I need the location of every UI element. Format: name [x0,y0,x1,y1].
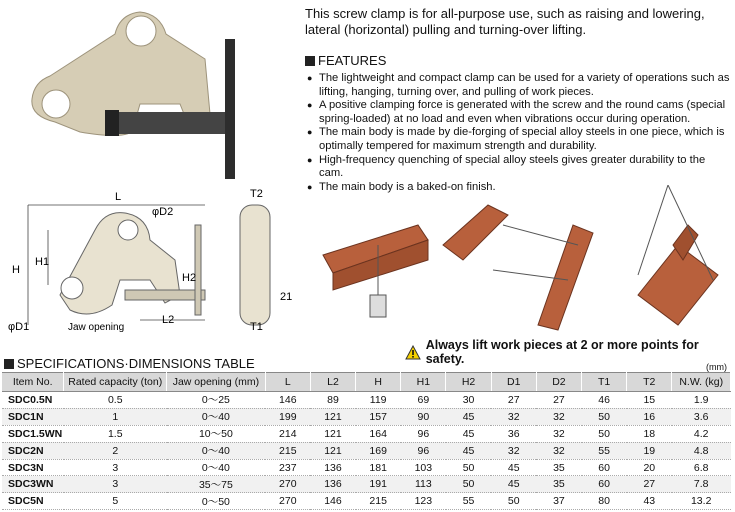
table-cell: 6.8 [672,459,731,476]
table-cell: 32 [491,442,536,459]
spec-title: SPECIFICATIONS·DIMENSIONS TABLE [17,356,255,371]
table-cell: 270 [265,476,310,493]
table-cell: 3 [64,476,167,493]
table-cell: 136 [310,459,355,476]
table-cell: 35 [536,459,581,476]
table-cell: 1 [64,408,167,425]
table-cell: 32 [491,408,536,425]
table-cell: 215 [356,493,401,510]
features-list [307,72,732,194]
warning-text: Always lift work pieces at 2 or more points for safety. [425,338,699,366]
table-cell: 55 [446,493,491,510]
col-header: T1 [582,373,627,392]
dim-D2: φD2 [152,206,174,218]
spec-heading [4,356,255,371]
table-cell: 50 [582,408,627,425]
col-header: H2 [446,373,491,392]
table-cell: 45 [446,442,491,459]
table-cell: 15 [627,392,672,409]
table-cell: 18 [627,425,672,442]
table-cell: 20 [627,459,672,476]
table-header-row [2,373,731,392]
table-cell: 121 [310,425,355,442]
table-cell: 27 [536,392,581,409]
col-header: H1 [401,373,446,392]
table-cell: 191 [356,476,401,493]
table-row [2,442,731,459]
table-cell: 37 [536,493,581,510]
dim-D1: φD1 [8,321,30,333]
table-row [2,459,731,476]
table-cell: 55 [582,442,627,459]
dim-L: L [115,191,122,203]
table-cell: 27 [627,476,672,493]
dim-T1: T1 [250,321,263,333]
table-cell: 4.8 [672,442,731,459]
dim-H1: H1 [35,256,50,268]
col-header: T2 [627,373,672,392]
table-row [2,392,731,409]
square-bullet-icon [305,56,315,66]
table-cell: 35 [536,476,581,493]
table-cell: 36 [491,425,536,442]
dimension-diagram [0,185,300,335]
table-cell: 60 [582,476,627,493]
table-cell: 13.2 [672,493,731,510]
table-cell: 43 [627,493,672,510]
table-cell: 270 [265,493,310,510]
table-cell: 50 [582,425,627,442]
table-cell: 50 [446,476,491,493]
warning-icon [405,345,421,360]
table-cell: 121 [310,408,355,425]
table-cell: 214 [265,425,310,442]
table-cell: 136 [310,476,355,493]
table-row [2,493,731,510]
col-header: Rated capacity (ton) [64,373,167,392]
table-cell: SDC3WN [2,476,64,493]
spec-table [2,372,731,510]
table-row [2,425,731,442]
table-cell: 10～50 [167,425,266,442]
features-heading [305,53,386,68]
table-cell: 90 [401,408,446,425]
dim-H: H [12,264,20,276]
table-cell: 50 [491,493,536,510]
table-cell: 32 [536,408,581,425]
table-cell: 0～25 [167,392,266,409]
table-cell: 0～40 [167,459,266,476]
table-cell: 0～40 [167,442,266,459]
table-cell: 157 [356,408,401,425]
table-cell: SDC0.5N [2,392,64,409]
dim-T2: T2 [250,188,263,200]
feature-item: ● The main body is made by die-forging of special alloy steels in one piece, which is optimally tempered for maximum strength and durability. [307,126,732,153]
col-header: D1 [491,373,536,392]
table-cell: 1.9 [672,392,731,409]
table-cell: 237 [265,459,310,476]
table-cell: 1.5 [64,425,167,442]
col-header: H [356,373,401,392]
feature-item: ● The lightweight and compact clamp can be used for a variety of operations such as lifting, hanging, turning over, and pulling of work pieces. [307,72,732,99]
table-row [2,408,731,425]
table-cell: 121 [310,442,355,459]
table-cell: 80 [582,493,627,510]
table-cell: 45 [446,408,491,425]
table-cell: 19 [627,442,672,459]
table-cell: SDC2N [2,442,64,459]
table-cell: 45 [491,476,536,493]
table-cell: SDC3N [2,459,64,476]
feature-item: ● The main body is a baked-on finish. [307,181,732,195]
intro-text: This screw clamp is for all-purpose use, such as raising and lowering, lateral (horizontal) pulling and turning-over lifting. [305,6,705,37]
table-cell: 3 [64,459,167,476]
dim-L2: L2 [162,314,175,326]
table-cell: 123 [401,493,446,510]
table-cell: 7.8 [672,476,731,493]
feature-item: ● A positive clamping force is generated with the screw and the round cams (special spring-loaded) at no load and even when vibrations occur during operation. [307,99,732,126]
table-cell: 27 [491,392,536,409]
feature-item: ● High-frequency quenching of special alloy steels gives greater durability to the cam. [307,154,732,181]
col-header: N.W. (kg) [672,373,731,392]
table-cell: 89 [310,392,355,409]
table-cell: 60 [582,459,627,476]
usage-illustrations [318,185,730,335]
table-cell: 3.6 [672,408,731,425]
table-cell: 2 [64,442,167,459]
table-cell: 32 [536,425,581,442]
table-cell: 169 [356,442,401,459]
table-cell: 96 [401,442,446,459]
table-cell: 96 [401,425,446,442]
table-cell: 0～50 [167,493,266,510]
col-header: Item No. [2,373,64,392]
features-title: FEATURES [318,53,387,68]
dim-jaw-opening: Jaw opening [68,322,125,333]
square-bullet-icon [4,359,14,369]
table-cell: SDC1.5WN [2,425,64,442]
safety-warning [405,338,735,366]
beam-lifting-illustration [323,225,428,317]
beam-turnover-illustration [638,185,718,325]
table-cell: 16 [627,408,672,425]
table-cell: 146 [310,493,355,510]
table-cell: SDC1N [2,408,64,425]
table-cell: 30 [446,392,491,409]
table-cell: 215 [265,442,310,459]
col-header: D2 [536,373,581,392]
table-cell: 164 [356,425,401,442]
table-cell: 45 [491,459,536,476]
clamp-photo [20,4,260,179]
dim-H2: H2 [182,272,197,284]
table-cell: 103 [401,459,446,476]
table-cell: 45 [446,425,491,442]
table-row [2,476,731,493]
table-cell: 119 [356,392,401,409]
table-cell: 0.5 [64,392,167,409]
table-cell: 0～40 [167,408,266,425]
table-cell: 4.2 [672,425,731,442]
table-cell: 113 [401,476,446,493]
table-cell: 5 [64,493,167,510]
table-cell: 50 [446,459,491,476]
table-cell: 46 [582,392,627,409]
col-header: L [265,373,310,392]
table-cell: 35～75 [167,476,266,493]
beam-pulling-illustration [443,205,593,330]
col-header: L2 [310,373,355,392]
table-cell: 199 [265,408,310,425]
col-header: Jaw opening (mm) [167,373,266,392]
unit-label: (mm) [706,362,727,372]
table-cell: 69 [401,392,446,409]
dim-21: 21 [280,291,293,303]
table-cell: 181 [356,459,401,476]
table-cell: 146 [265,392,310,409]
table-cell: 32 [536,442,581,459]
table-cell: SDC5N [2,493,64,510]
